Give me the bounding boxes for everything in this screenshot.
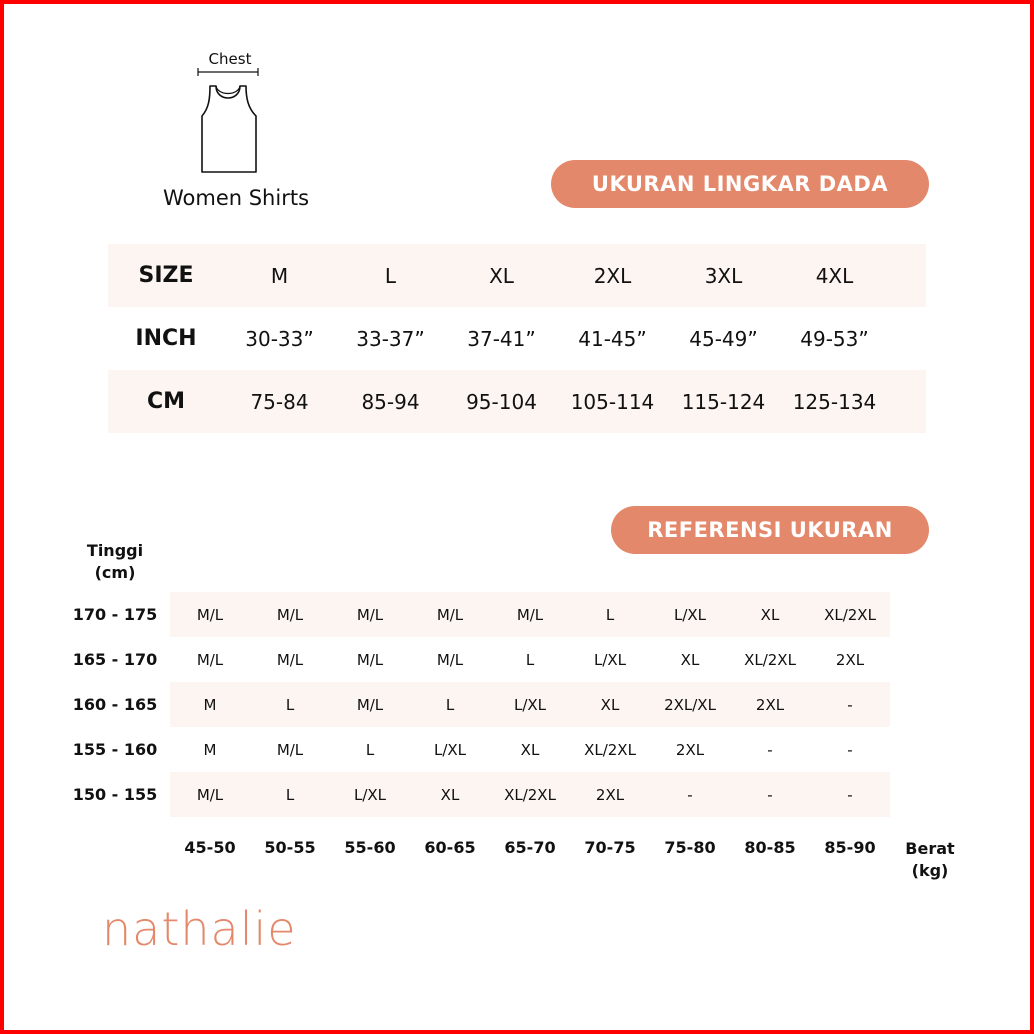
reference-cell: M/L (276, 740, 304, 759)
reference-cell: M/L (516, 605, 544, 624)
reference-cell: M (203, 695, 217, 714)
reference-cell: XL/2XL (824, 605, 876, 624)
reference-cell: L (525, 650, 535, 669)
reference-cell: L (365, 740, 375, 759)
weight-label: 85-90 (824, 838, 876, 857)
table-cell: 2XL (593, 263, 632, 288)
row-header: CM (146, 389, 186, 414)
weight-axis-label (896, 838, 964, 882)
weight-label: 75-80 (664, 838, 716, 857)
height-axis-label (80, 540, 150, 584)
height-axis-label-line1: Tinggi (86, 541, 144, 560)
reference-cell: - (847, 740, 853, 759)
reference-cell: - (847, 695, 853, 714)
reference-cell: M/L (276, 650, 304, 669)
reference-cell: L (445, 695, 455, 714)
reference-cell: XL/2XL (744, 650, 796, 669)
weight-label: 60-65 (424, 838, 476, 857)
reference-cell: L/XL (593, 650, 627, 669)
reference-cell: M/L (356, 605, 384, 624)
weight-label: 50-55 (264, 838, 316, 857)
weight-axis-label-line2: (kg) (911, 861, 949, 880)
reference-cell: M/L (196, 605, 224, 624)
reference-cell: L/XL (513, 695, 547, 714)
table-cell: 37-41” (467, 326, 536, 351)
reference-cell: M/L (196, 785, 224, 804)
tank-top-icon (196, 64, 264, 176)
height-label: 170 - 175 (72, 605, 158, 624)
table-cell: M (270, 263, 289, 288)
reference-cell: 2XL (595, 785, 625, 804)
reference-cell: L (605, 605, 615, 624)
table-cell: 41-45” (578, 326, 647, 351)
weight-label: 80-85 (744, 838, 796, 857)
cm-row (108, 370, 926, 433)
height-label: 160 - 165 (72, 695, 158, 714)
height-label: 155 - 160 (72, 740, 158, 759)
table-cell: 45-49” (689, 326, 758, 351)
reference-cell: - (767, 740, 773, 759)
reference-cell: XL (760, 605, 780, 624)
reference-cell: L (285, 695, 295, 714)
reference-cell: 2XL (755, 695, 785, 714)
reference-heading: REFERENSI UKURAN (611, 506, 929, 554)
table-cell: 3XL (704, 263, 743, 288)
table-cell: 105-114 (570, 389, 655, 414)
reference-cell: XL (440, 785, 460, 804)
reference-cell: M/L (196, 650, 224, 669)
size-chart-heading: UKURAN LINGKAR DADA (551, 160, 929, 208)
table-cell: 115-124 (681, 389, 766, 414)
table-cell: 95-104 (466, 389, 537, 414)
size-row (108, 244, 926, 307)
reference-row (60, 592, 890, 637)
height-axis-label-line2: (cm) (94, 563, 136, 582)
reference-cell: 2XL (675, 740, 705, 759)
reference-cell: XL/2XL (504, 785, 556, 804)
reference-grid (60, 592, 890, 817)
reference-cell: 2XL/XL (664, 695, 716, 714)
inch-row (108, 307, 926, 370)
weight-label: 55-60 (344, 838, 396, 857)
reference-cell: M/L (356, 650, 384, 669)
table-cell: XL (489, 263, 514, 288)
row-header: INCH (135, 326, 197, 351)
reference-cells (170, 682, 890, 727)
table-cell: 75-84 (250, 389, 309, 414)
weight-axis-label-line1: Berat (905, 839, 955, 858)
table-cell: 33-37” (356, 326, 425, 351)
reference-cell: L/XL (353, 785, 387, 804)
reference-cell: XL (600, 695, 620, 714)
reference-cells (170, 592, 890, 637)
reference-row (60, 772, 890, 817)
reference-cells (170, 637, 890, 682)
reference-row (60, 682, 890, 727)
reference-cell: - (767, 785, 773, 804)
size-chart-table (108, 244, 926, 433)
chest-label: Chest (208, 50, 252, 68)
brand-logo: nathalie (102, 902, 297, 956)
weight-label: 70-75 (584, 838, 636, 857)
reference-cell: XL/2XL (584, 740, 636, 759)
reference-cell: M/L (356, 695, 384, 714)
reference-cell: M (203, 740, 217, 759)
reference-row (60, 637, 890, 682)
table-cell: L (384, 263, 397, 288)
reference-cell: L/XL (433, 740, 467, 759)
table-cell: 30-33” (245, 326, 314, 351)
weight-axis (170, 838, 890, 857)
table-cell: 4XL (815, 263, 854, 288)
reference-cell: M/L (436, 605, 464, 624)
reference-cell: - (687, 785, 693, 804)
shirt-title: Women Shirts (162, 186, 310, 210)
height-label: 165 - 170 (72, 650, 158, 669)
reference-cell: XL (520, 740, 540, 759)
reference-cells (170, 772, 890, 817)
row-header: SIZE (138, 263, 194, 288)
table-cell: 125-134 (792, 389, 877, 414)
weight-label: 65-70 (504, 838, 556, 857)
table-cell: 49-53” (800, 326, 869, 351)
reference-cell: XL (680, 650, 700, 669)
reference-cell: L (285, 785, 295, 804)
reference-cells (170, 727, 890, 772)
reference-cell: M/L (436, 650, 464, 669)
reference-cell: M/L (276, 605, 304, 624)
table-cell: 85-94 (361, 389, 420, 414)
reference-row (60, 727, 890, 772)
weight-label: 45-50 (184, 838, 236, 857)
reference-cell: 2XL (835, 650, 865, 669)
reference-cell: - (847, 785, 853, 804)
reference-cell: L/XL (673, 605, 707, 624)
height-label: 150 - 155 (72, 785, 158, 804)
